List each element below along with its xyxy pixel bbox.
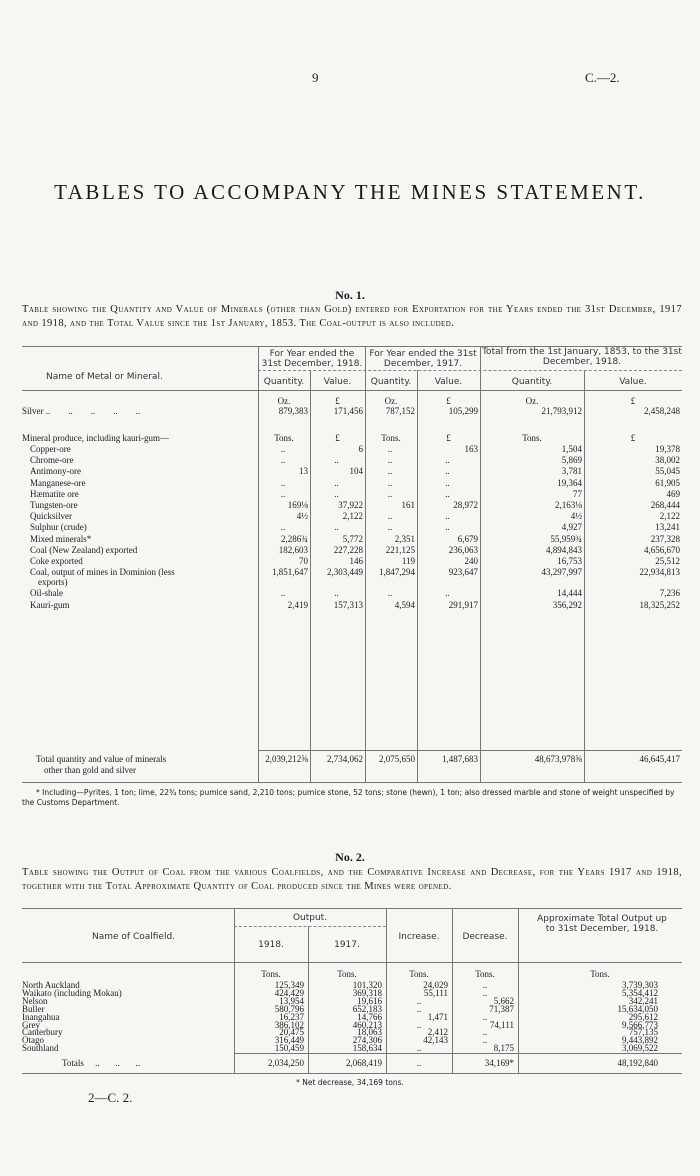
table2-cell-tot: 9,566,773	[622, 1019, 658, 1030]
table1-cell-q1917: 221,125	[385, 544, 415, 555]
table2-cell-inc: 1,471	[427, 1011, 448, 1022]
page-number: 9	[312, 70, 319, 85]
table1-cell-qt: 4,894,843	[546, 544, 582, 555]
table1-row-name: Coal, output of mines in Dominion (less	[30, 567, 175, 578]
silver-label: Silver	[22, 406, 44, 416]
table1-row-name: Hæmatite ore	[30, 488, 79, 499]
table2-caption-text: Table showing the Output of Coal from the various Coalfields, and the Comparative Increase and Decrease, for the Years 1917 and 1918, together with the Total Approximate Quantity of Coal produced since the Mines were opened.	[22, 867, 682, 892]
silver-v1917: 105,299	[448, 406, 478, 416]
table2-cell-inc: 2,412	[427, 1027, 448, 1038]
table1-cell-v1917: ..	[445, 588, 450, 599]
table1-caption-text: Table showing the Quantity and Value of Minerals (other than Gold) entered for Exportation for the Years ended the 31st December, 1917 and 1918, and the Total Value since the 1st January, 1853. The Coal-output is also included.	[22, 304, 682, 329]
table1-cell-qt: 1,504	[561, 444, 582, 454]
silver-unit: £	[446, 396, 451, 406]
table1-cell-q1917: ..	[387, 466, 393, 477]
table2-cell-inc: 24,029	[423, 980, 448, 990]
table1-total-v1917: 1,487,683	[442, 754, 478, 764]
table1-cell-v1917: ..	[445, 511, 450, 522]
table2-cell-dec: 5,662	[493, 995, 514, 1006]
table1-total-v1918: 2,734,062	[327, 754, 363, 764]
table2-cell-dec: 71,387	[489, 1003, 514, 1014]
unit-tons: Tons.	[381, 433, 401, 443]
table1-cell-qt: 4½	[570, 511, 582, 522]
main-title: TABLES TO ACCOMPANY THE MINES STATEMENT.	[54, 180, 646, 204]
table2-cell-y1918: 386,102	[274, 1019, 304, 1030]
table1-cell-v1918: ..	[334, 455, 339, 466]
table1-cell-qt: 4,927	[561, 522, 582, 533]
table1-cell-qt: 43,297,997	[541, 567, 582, 578]
table1-header-value: Value.	[619, 377, 647, 387]
table1-row-name: Kauri-gum	[30, 599, 70, 610]
table2-cell-dec: ..	[482, 1027, 488, 1038]
table2-row-name: Buller	[22, 1003, 45, 1014]
table2-unit: Tons.	[261, 969, 281, 979]
table1-cell-v1918: 5,772	[342, 533, 363, 544]
table2-total-increase: ..	[416, 1058, 422, 1068]
table1-cell-qt: 356,292	[552, 599, 582, 610]
table1-bottom-rule	[22, 782, 682, 783]
table1-cell-v1918: 146	[349, 556, 363, 566]
table2-cell-y1917: 369,318	[352, 987, 382, 998]
table1-cell-v1917: 291,917	[448, 599, 478, 610]
table2-row-name: Southland	[22, 1043, 59, 1054]
table2-cell-dec: 74,111	[489, 1019, 514, 1030]
table1-row-name: Chrome-ore	[30, 455, 74, 466]
table1-cell-q1918: 2,286¾	[281, 533, 308, 544]
silver-unit: Oz.	[525, 396, 539, 406]
table1-cell-q1917: 4,594	[394, 599, 415, 610]
table2-cell-dec: ..	[482, 980, 488, 990]
table2-cell-y1917: 460,213	[352, 1019, 382, 1030]
table1-total-rule	[258, 750, 682, 751]
unit-tons: Tons.	[274, 433, 294, 443]
table1-cell-q1917: ..	[387, 588, 393, 599]
table1-total-name2: other than gold and silver	[44, 765, 136, 775]
table1-cell-q1918: 2,419	[287, 599, 308, 610]
table2-header-1918: 1918.	[258, 940, 284, 950]
table1	[22, 346, 682, 806]
table2-unit: Tons.	[475, 969, 495, 979]
table1-cell-q1918: ..	[280, 455, 286, 466]
table2-top-rule	[22, 908, 682, 909]
table1-cell-v1918: 2,303,449	[327, 567, 363, 578]
table1-cell-v1918: ..	[334, 477, 339, 488]
table1-cell-vt: 2,122	[659, 511, 680, 522]
table2-cell-inc: ..	[416, 1003, 422, 1014]
table1-cell-q1917: ..	[387, 511, 393, 522]
table2-cell-tot: 3,069,522	[622, 1043, 658, 1054]
table2-header-rule	[22, 962, 682, 963]
table1-cell-v1917: ..	[445, 488, 450, 499]
table2-cell-dec: ..	[482, 1035, 488, 1046]
table2-unit: Tons.	[590, 969, 610, 979]
table2-header-decrease: Decrease.	[462, 932, 508, 942]
table2-total-name: Totals .. .. ..	[62, 1058, 141, 1068]
table1-cell-v1917: ..	[445, 477, 450, 488]
table1-cell-v1918: 2,122	[342, 511, 363, 522]
table2-cell-y1918: 13,954	[279, 995, 304, 1006]
table2	[22, 908, 682, 1078]
table2-row-name: North Auckland	[22, 980, 80, 990]
table2-footnote: * Net decrease, 34,169 tons.	[296, 1078, 404, 1087]
table2-cell-tot: 342,241	[628, 995, 658, 1006]
table1-cell-q1917: 161	[401, 500, 415, 510]
table1-cell-q1917: 2,351	[394, 533, 415, 544]
table2-cell-y1918: 20,475	[279, 1027, 304, 1038]
table1-row-name: Coal (New Zealand) exported	[30, 544, 138, 555]
table1-cell-v1918: 227,228	[333, 544, 363, 555]
table1-cell-vt: 4,656,670	[644, 544, 680, 555]
table2-caption	[22, 866, 682, 894]
table1-total-vt: 46,645,417	[639, 754, 680, 764]
table1-cell-v1917: ..	[445, 466, 450, 477]
table1-header-1917: For Year ended the 31st December, 1917.	[369, 349, 477, 369]
silver-unit: Oz.	[384, 396, 398, 406]
table1-number: No. 1.	[335, 288, 365, 302]
table2-total-decrease: 34,169*	[484, 1058, 514, 1068]
table2-cell-tot: 3,739,303	[622, 980, 658, 990]
table1-header-quantity: Quantity.	[511, 377, 553, 387]
silver-q1918: 879,383	[278, 406, 308, 416]
silver-vt: 2,458,248	[644, 406, 680, 416]
silver-qt: 21,793,912	[541, 406, 582, 416]
table1-cell-qt: 19,364	[557, 477, 582, 488]
table2-cell-y1917: 14,766	[357, 1011, 382, 1022]
silver-name: Silver .. .. .. .. ..	[22, 406, 141, 416]
table1-cell-v1917: 240	[464, 556, 478, 566]
table1-cell-qt: 77	[573, 488, 582, 499]
table1-header-quantity: Quantity.	[263, 377, 305, 387]
table1-cell-v1918: 6	[358, 444, 363, 454]
table2-header-1917: 1917.	[334, 940, 360, 950]
table2-subheader-rule	[234, 926, 386, 927]
table1-header-total: Total from the 1st January, 1853, to the 31st December, 1918.	[482, 347, 682, 367]
table1-cell-vt: 469	[666, 488, 680, 499]
table1-cell-q1918: 70	[299, 556, 308, 566]
table1-cell-q1917: ..	[387, 522, 393, 533]
table2-header-name: Name of Coalfield.	[92, 932, 176, 942]
table1-cell-vt: 7,236	[659, 588, 680, 599]
table1-cell-q1917: 1,847,294	[379, 567, 415, 578]
table2-row-name: Grey	[22, 1019, 40, 1030]
table1-cell-v1918: 37,922	[338, 500, 363, 510]
unit-tons: Tons.	[522, 433, 542, 443]
table1-cell-v1918: ..	[334, 522, 339, 533]
table1-cell-vt: 61,905	[655, 477, 680, 488]
table2-cell-y1917: 274,306	[352, 1035, 382, 1046]
table1-cell-v1917: ..	[445, 522, 450, 533]
table1-row-name: Mixed minerals*	[30, 533, 92, 544]
table1-cell-vt: 268,444	[650, 500, 680, 510]
table2-cell-dec: ..	[482, 987, 488, 998]
table2-header-total: Approximate Total Output up to 31st December, 1918.	[537, 914, 667, 934]
unit-pounds: £	[630, 433, 636, 443]
table1-cell-q1918: 1,851,647	[272, 567, 308, 578]
silver-unit: £	[630, 396, 636, 406]
table1-cell-q1918: ..	[280, 488, 286, 499]
table2-bottom-rule	[22, 1073, 682, 1074]
table1-header-1918: For Year ended the 31st December, 1918.	[261, 349, 363, 369]
table1-row-name: Sulphur (crude)	[30, 522, 87, 533]
table1-cell-v1917: 236,063	[448, 544, 478, 555]
table1-subheader-rule	[258, 370, 682, 371]
table1-row-name-cont: exports)	[38, 577, 68, 588]
document-reference: C.—2.	[585, 70, 620, 85]
table1-cell-qt: 14,444	[557, 588, 582, 599]
mineral-heading: Mineral produce, including kauri-gum—	[22, 433, 169, 443]
table2-cell-inc: 55,111	[423, 987, 448, 998]
table2-cell-y1917: 18,063	[357, 1027, 382, 1038]
table2-cell-y1917: 19,616	[357, 995, 382, 1006]
table1-header-value: Value.	[323, 377, 352, 387]
table1-cell-q1917: ..	[387, 444, 393, 454]
table2-cell-inc: ..	[416, 995, 422, 1006]
table1-cell-q1917: ..	[387, 455, 393, 466]
table1-cell-vt: 55,045	[655, 466, 680, 477]
table1-cell-qt: 2,163⅛	[555, 500, 582, 510]
table1-cell-v1918: 104	[349, 466, 363, 477]
signature-mark: 2—C. 2.	[88, 1090, 133, 1105]
table2-total-1918: 2,034,250	[268, 1058, 304, 1068]
table1-cell-q1917: ..	[387, 477, 393, 488]
table2-cell-y1918: 580,796	[274, 1003, 304, 1014]
table1-total-qt: 48,673,978⅝	[534, 754, 582, 764]
silver-unit: £	[335, 396, 340, 406]
table2-cell-inc: 42,143	[423, 1035, 448, 1046]
table1-caption	[22, 303, 682, 331]
table2-total-total: 48,192,840	[617, 1058, 658, 1068]
table1-cell-q1918: 169⅛	[287, 500, 308, 510]
unit-pounds: £	[446, 433, 451, 443]
table2-cell-y1917: 101,320	[352, 980, 382, 990]
table1-cell-qt: 16,753	[557, 556, 582, 566]
table2-row-name: Canterbury	[22, 1027, 63, 1038]
table1-cell-q1918: 4½	[296, 511, 308, 522]
table1-cell-vt: 38,002	[655, 455, 680, 466]
table2-cell-y1918: 125,349	[274, 980, 304, 990]
table1-cell-v1917: ..	[445, 455, 450, 466]
table1-cell-vt: 22,934,813	[639, 567, 680, 578]
table2-row-name: Nelson	[22, 995, 48, 1006]
table2-cell-y1918: 316,449	[274, 1035, 304, 1046]
table2-total-label: Totals	[62, 1058, 84, 1068]
silver-q1917: 787,152	[385, 406, 415, 416]
table1-cell-v1917: 6,679	[457, 533, 478, 544]
table2-cell-inc: ..	[416, 1043, 422, 1054]
table1-cell-v1917: 28,972	[453, 500, 478, 510]
table2-header-increase: Increase.	[398, 932, 440, 942]
table1-total-q1917: 2,075,650	[379, 754, 415, 764]
table2-unit: Tons.	[337, 969, 357, 979]
table1-total-q1918: 2,039,212⅝	[265, 754, 308, 764]
table2-row-name: Inangahua	[22, 1011, 60, 1022]
table1-cell-vt: 19,378	[655, 444, 680, 454]
table1-cell-q1917: 119	[401, 556, 415, 566]
table2-cell-y1917: 652,183	[352, 1003, 382, 1014]
table1-cell-v1918: ..	[334, 488, 339, 499]
table2-total-1917: 2,068,419	[346, 1058, 382, 1068]
table1-cell-v1918: ..	[334, 588, 339, 599]
table1-total-name: Total quantity and value of minerals	[36, 754, 167, 764]
table1-row-name: Antimony-ore	[30, 466, 81, 477]
table1-cell-q1917: ..	[387, 488, 393, 499]
table1-row-name: Tungsten-ore	[30, 500, 78, 510]
table2-cell-tot: 757,135	[628, 1027, 658, 1038]
table2-cell-inc: ..	[416, 1019, 422, 1030]
table1-cell-q1918: 13	[299, 466, 308, 477]
table1-row-name: Coke exported	[30, 556, 83, 566]
silver-v1918: 171,456	[333, 406, 363, 416]
table1-cell-q1918: ..	[280, 444, 286, 454]
table2-cell-dec: 8,175	[493, 1043, 514, 1054]
table2-row-name: Waikato (including Mokau)	[22, 987, 122, 998]
table1-row-name: Manganese-ore	[30, 477, 86, 488]
table1-cell-q1918: ..	[280, 588, 286, 599]
unit-pounds: £	[335, 433, 340, 443]
table2-cell-tot: 15,634,050	[617, 1003, 658, 1014]
table1-footnote: * Including—Pyrites, 1 ton; lime, 22¾ tons; pumice sand, 2,210 tons; pumice stone, 52 tons; stone (hewn), 1 ton; also dressed marble and stone of weight unspecified by the Customs Department.	[22, 788, 675, 807]
table2-cell-tot: 295,612	[628, 1011, 658, 1022]
table1-cell-v1917: 163	[464, 444, 478, 454]
table2-cell-tot: 9,443,892	[622, 1035, 658, 1046]
table2-header-output: Output.	[292, 913, 328, 923]
table1-cell-qt: 55,959¾	[550, 533, 582, 544]
table1-cell-v1917: 923,647	[448, 567, 478, 578]
table1-cell-v1918: 157,313	[333, 599, 363, 610]
table2-cell-y1918: 16,237	[279, 1011, 304, 1022]
table1-header-value: Value.	[434, 377, 463, 387]
table1-row-name: Oil-shale	[30, 588, 63, 599]
table1-cell-q1918: ..	[280, 522, 286, 533]
table1-header-quantity: Quantity.	[370, 377, 412, 387]
table2-cell-tot: 5,354,412	[622, 987, 658, 998]
table2-cell-y1917: 158,634	[352, 1043, 382, 1054]
table2-cell-y1918: 424,429	[274, 987, 304, 998]
table2-number: No. 2.	[335, 850, 365, 864]
table1-cell-q1918: ..	[280, 477, 286, 488]
table1-row-name: Quicksilver	[30, 511, 72, 522]
table2-cell-dec: ..	[482, 1011, 488, 1022]
table2-row-name: Otago	[22, 1035, 44, 1046]
table1-cell-vt: 25,512	[655, 556, 680, 566]
silver-unit: Oz.	[277, 396, 291, 406]
table1-cell-vt: 237,328	[650, 533, 680, 544]
table1-row-name: Copper-ore	[30, 444, 71, 454]
table1-cell-vt: 18,325,252	[639, 599, 680, 610]
table1-cell-vt: 13,241	[655, 522, 680, 533]
table1-header-name: Name of Metal or Mineral.	[46, 372, 163, 382]
table1-cell-qt: 3,781	[561, 466, 582, 477]
table2-unit: Tons.	[409, 969, 429, 979]
table1-cell-qt: 5,869	[561, 455, 582, 466]
table2-cell-y1918: 150,459	[274, 1043, 304, 1054]
table1-header-rule	[22, 390, 682, 391]
table1-cell-q1918: 182,603	[278, 544, 308, 555]
